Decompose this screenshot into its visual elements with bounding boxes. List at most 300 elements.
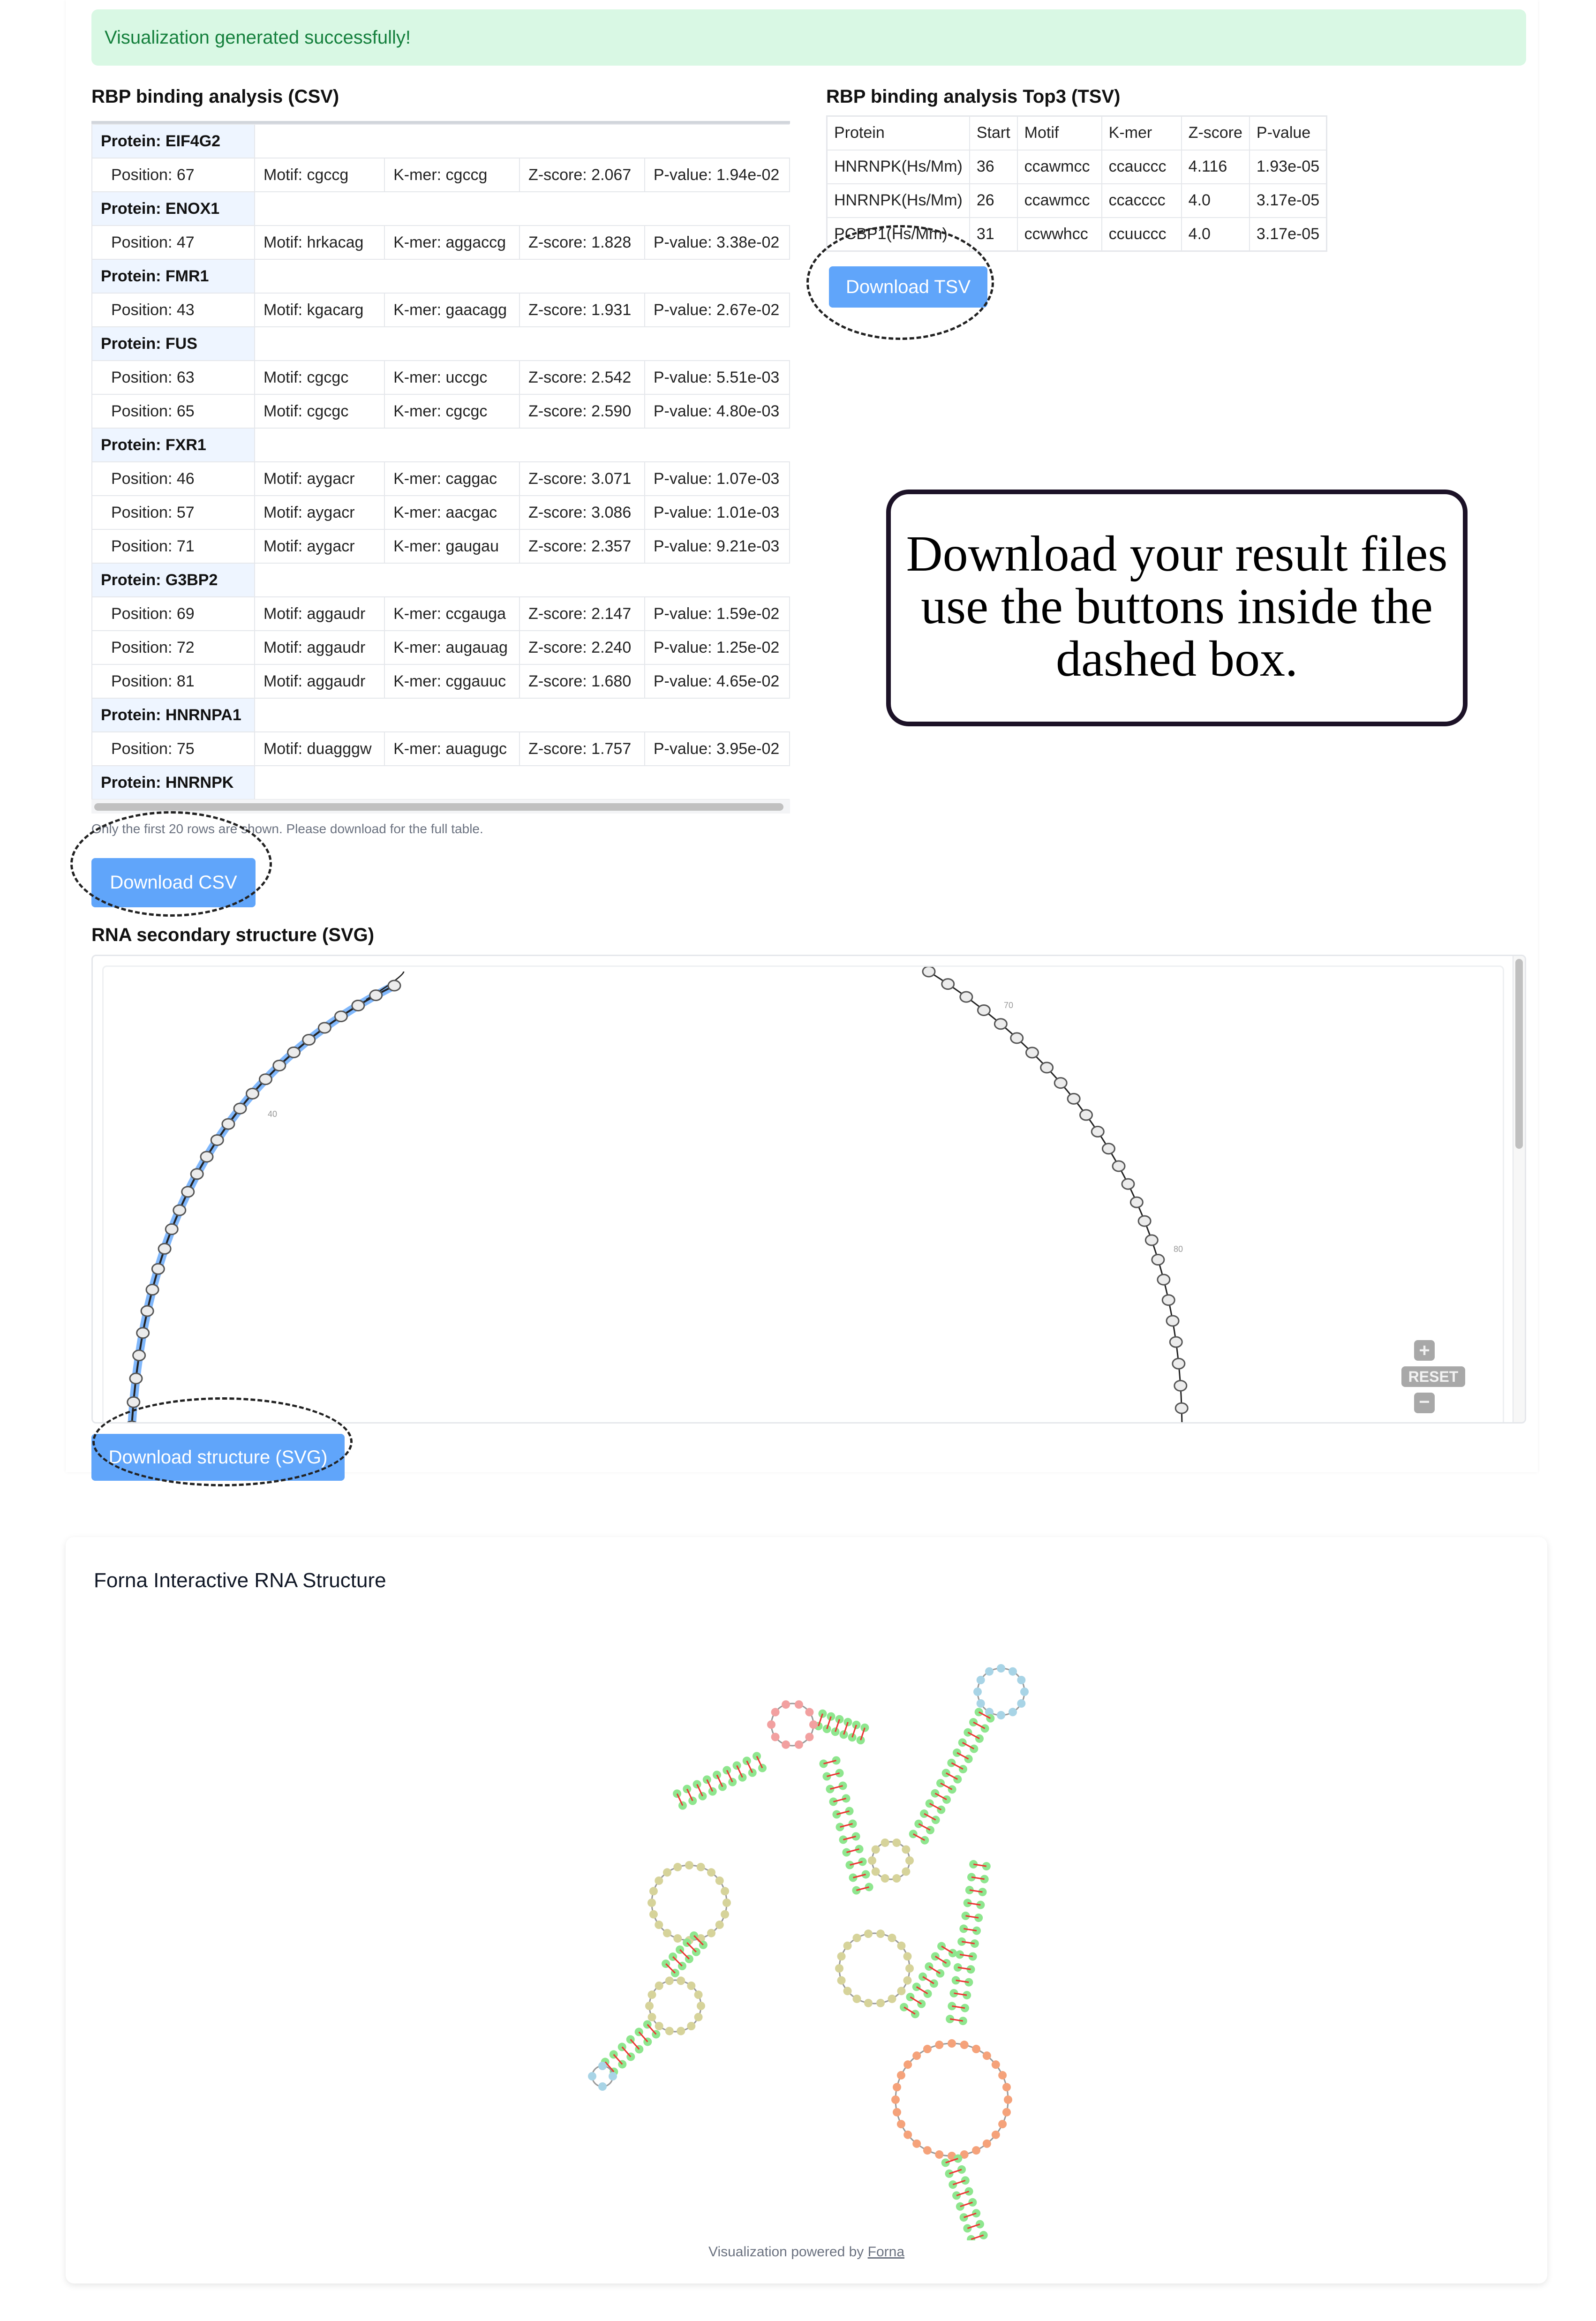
tsv-table (826, 115, 1327, 252)
nucleotide-bead (1162, 1295, 1174, 1305)
nucleotide (958, 1738, 967, 1747)
nucleotide (972, 2045, 980, 2053)
nucleotide (853, 1995, 861, 2003)
nucleotide (893, 2108, 901, 2117)
nucleotide (767, 1720, 775, 1729)
protein-group-row (92, 259, 790, 293)
position-cell: Position: 46 (92, 462, 255, 496)
protein-name: Protein: ENOX1 (92, 192, 255, 226)
nucleotide (609, 2072, 617, 2080)
nucleotide (864, 1929, 873, 1938)
kmer-cell: K-mer: caggac (384, 462, 519, 496)
nucleotide-bead (318, 1023, 331, 1033)
table-cell: 4.116 (1182, 150, 1250, 184)
nucleotide (864, 1999, 873, 2007)
nucleotide (903, 2131, 912, 2139)
rna-structure-svg (104, 967, 1504, 1424)
nucleotide (713, 1771, 721, 1779)
nucleotide (771, 1708, 780, 1717)
protein-name: Protein: FUS (92, 327, 255, 361)
nucleotide-bead (259, 1074, 271, 1085)
forna-panel (66, 1537, 1547, 2283)
table-cell: ccauccc (1102, 150, 1182, 184)
z-cell: Z-score: 1.757 (519, 732, 645, 766)
nucleotide (914, 1820, 923, 1828)
nucleotide (743, 1756, 751, 1765)
kmer-cell: K-mer: cgccg (384, 158, 519, 192)
table-row (827, 184, 1327, 218)
z-cell: Z-score: 1.931 (519, 293, 645, 327)
column-header: P-value (1250, 116, 1327, 150)
nucleotide-bead (152, 1264, 164, 1274)
table-cell: 4.0 (1182, 184, 1250, 218)
nucleotide-bead (1138, 1216, 1151, 1226)
z-cell: Z-score: 2.240 (519, 631, 645, 664)
nucleotide (733, 1761, 741, 1770)
kmer-cell: K-mer: ccgauga (384, 597, 519, 631)
nucleotide (795, 1700, 803, 1709)
nucleotide-bead (273, 1060, 286, 1070)
nucleotide-bead (942, 979, 954, 989)
group-filler (255, 327, 790, 361)
nucleotide (920, 1836, 929, 1845)
nucleotide (647, 1990, 656, 1999)
p-cell: P-value: 2.67e-02 (645, 293, 790, 327)
protein-name: Protein: G3BP2 (92, 563, 255, 597)
nucleotide (903, 1952, 911, 1960)
nucleotide (956, 2202, 964, 2211)
table-row (92, 631, 790, 664)
nucleotide-bead (1041, 1063, 1053, 1073)
protein-group-row (92, 192, 790, 226)
nucleotide (1002, 2083, 1011, 2091)
column-header: Protein (827, 116, 970, 150)
nucleotide (897, 1942, 905, 1950)
nucleotide (992, 2131, 1000, 2139)
nucleotide (902, 1868, 910, 1876)
table-row (827, 218, 1327, 251)
p-cell: P-value: 3.38e-02 (645, 226, 790, 259)
nucleotide (1020, 1688, 1029, 1696)
nucleotide (758, 1764, 767, 1772)
kmer-cell: K-mer: auagugc (384, 732, 519, 766)
instruction-callout: Download your result files use the buttons inside the dashed box. (886, 490, 1468, 726)
kmer-cell: K-mer: aacgac (384, 496, 519, 529)
protein-group-row (92, 563, 790, 597)
nucleotide-bead (137, 1328, 149, 1338)
nucleotide-bead (234, 1103, 246, 1114)
p-cell: P-value: 1.94e-02 (645, 158, 790, 192)
table-row (92, 529, 790, 563)
nucleotide-bead (1175, 1403, 1188, 1413)
svg-canvas[interactable] (102, 965, 1504, 1424)
position-cell: Position: 43 (92, 293, 255, 327)
nucleotide-bead (923, 967, 935, 977)
protein-name: Protein: HNRNPK (92, 766, 255, 799)
protein-group-row (92, 766, 790, 799)
nucleotide (923, 2146, 932, 2155)
nucleotide (715, 1921, 724, 1929)
nucleotide (843, 1942, 852, 1950)
z-cell: Z-score: 1.680 (519, 664, 645, 698)
nucleotide (655, 1921, 663, 1929)
nucleotide (888, 1934, 896, 1942)
p-cell: P-value: 4.65e-02 (645, 664, 790, 698)
kmer-cell: K-mer: cggauuc (384, 664, 519, 698)
nucleotide (948, 2039, 956, 2048)
position-cell: Position: 72 (92, 631, 255, 664)
group-filler (255, 766, 790, 799)
table-cell: 36 (970, 150, 1017, 184)
csv-horizontal-scrollbar[interactable] (91, 799, 790, 814)
nucleotide (721, 1887, 729, 1895)
table-cell: HNRNPK(Hs/Mm) (827, 184, 970, 218)
nucleotide-bead (388, 980, 400, 991)
nucleotide-bead (141, 1306, 153, 1316)
nucleotide (948, 1785, 956, 1794)
z-cell: Z-score: 2.147 (519, 597, 645, 631)
motif-cell: Motif: aygacr (255, 462, 384, 496)
nucleotide-bead (1174, 1380, 1187, 1391)
protein-name: Protein: HNRNPA1 (92, 698, 255, 732)
nucleotide (942, 1769, 950, 1777)
forna-link[interactable]: Forna (867, 2244, 905, 2260)
nucleotide-bead (146, 1285, 158, 1295)
nucleotide (721, 1910, 729, 1919)
scrollbar-thumb[interactable] (94, 803, 783, 811)
group-filler (255, 698, 790, 732)
nucleotide (970, 1745, 978, 1753)
nucleotide (1004, 2095, 1012, 2104)
p-cell: P-value: 3.95e-02 (645, 732, 790, 766)
nucleotide-bead (1130, 1197, 1143, 1207)
nucleotide-bead (1092, 1126, 1104, 1137)
nucleotide (931, 1789, 939, 1798)
truncation-note: Only the first 20 rows are shown. Please download for the full table. (91, 821, 483, 836)
zoom-out-button[interactable]: − (1414, 1393, 1435, 1413)
z-cell: Z-score: 3.086 (519, 496, 645, 529)
nucleotide (697, 2002, 705, 2010)
download-tsv-button[interactable]: Download TSV (829, 266, 987, 308)
nucleotide (979, 2231, 988, 2239)
z-cell: Z-score: 2.590 (519, 394, 645, 428)
column-header: Motif (1017, 116, 1102, 150)
motif-cell: Motif: kgacarg (255, 293, 384, 327)
protein-group-row (92, 428, 790, 462)
nucleotide (972, 2146, 980, 2155)
kmer-cell: K-mer: gaugau (384, 529, 519, 563)
column-header: Z-score (1182, 116, 1250, 150)
protein-group-row (92, 698, 790, 732)
table-cell: 4.0 (1182, 218, 1250, 251)
scrollbar-thumb[interactable] (1515, 959, 1523, 1149)
table-row (92, 462, 790, 496)
nucleotide (905, 1964, 914, 1973)
nucleotide (805, 1733, 813, 1741)
nucleotide (973, 1688, 982, 1696)
structure-label-40: 40 (268, 1109, 278, 1119)
table-cell: ccuuccc (1102, 218, 1182, 251)
group-filler (255, 428, 790, 462)
nucleotide-bead (1102, 1144, 1114, 1154)
nucleotide (930, 1979, 938, 1988)
nucleotide (912, 1982, 921, 1991)
nucleotide (937, 1942, 946, 1951)
nucleotide (986, 1714, 994, 1723)
nucleotide-bead (994, 1019, 1007, 1029)
nucleotide (881, 1839, 889, 1847)
nucleotide (673, 1863, 682, 1871)
structure-label-70: 70 (1004, 1001, 1014, 1010)
nucleotide-bead (201, 1152, 213, 1162)
nucleotide (673, 1934, 682, 1943)
nucleotide (588, 2072, 596, 2080)
nucleotide (1017, 1699, 1025, 1708)
nucleotide (1009, 1667, 1017, 1676)
kmer-cell: K-mer: gaacagg (384, 293, 519, 327)
nucleotide (665, 2027, 674, 2035)
csv-table-container[interactable] (91, 121, 790, 815)
position-cell: Position: 63 (92, 361, 255, 394)
table-row (92, 597, 790, 631)
nucleotide-bead (1158, 1274, 1170, 1285)
motif-cell: Motif: aggaudr (255, 631, 384, 664)
nucleotide (905, 1856, 914, 1865)
nucleotide (598, 2082, 607, 2091)
nucleotide (902, 1845, 910, 1854)
nucleotide (960, 2041, 969, 2049)
nucleotide (872, 1868, 880, 1876)
position-cell: Position: 65 (92, 394, 255, 428)
position-cell: Position: 57 (92, 496, 255, 529)
nucleotide (932, 1816, 940, 1824)
nucleotide (903, 1976, 911, 1985)
nucleotide (723, 1899, 731, 1907)
z-cell: Z-score: 3.071 (519, 462, 645, 496)
nucleotide (835, 1964, 843, 1973)
nucleotide (892, 1839, 901, 1847)
nucleotide (1017, 1676, 1025, 1684)
forna-rna-graph[interactable] (66, 1537, 1547, 2240)
p-cell: P-value: 4.80e-03 (645, 394, 790, 428)
nucleotide (876, 1929, 885, 1938)
tsv-header-row (827, 116, 1327, 150)
nucleotide-bead (960, 992, 972, 1002)
nucleotide (983, 2051, 991, 2060)
nucleotide (945, 2170, 953, 2178)
nucleotide (912, 2140, 921, 2148)
nucleotide (649, 1910, 658, 1919)
nucleotide (809, 1720, 818, 1729)
position-cell: Position: 81 (92, 664, 255, 698)
nucleotide-bead (1026, 1047, 1038, 1058)
column-header: K-mer (1102, 116, 1182, 150)
column-header: Start (970, 116, 1017, 150)
nucleotide-bead (1167, 1316, 1179, 1326)
nucleotide (909, 1830, 918, 1838)
nucleotide-bead (182, 1187, 194, 1197)
table-cell: 26 (970, 184, 1017, 218)
nucleotide (853, 1934, 861, 1942)
download-csv-button[interactable]: Download CSV (91, 858, 256, 907)
nucleotide-bead (1173, 1358, 1185, 1369)
nucleotide-bead (1170, 1337, 1182, 1347)
table-cell: HNRNPK(Hs/Mm) (827, 150, 970, 184)
nucleotide (897, 2071, 905, 2080)
nucleotide (805, 1708, 813, 1717)
p-cell: P-value: 5.51e-03 (645, 361, 790, 394)
protein-name: Protein: FXR1 (92, 428, 255, 462)
nucleotide (998, 2120, 1007, 2128)
nucleotide-bead (370, 990, 382, 1001)
nucleotide-bead (1152, 1255, 1164, 1265)
table-row (827, 150, 1327, 184)
zoom-in-button[interactable]: + (1414, 1340, 1435, 1361)
nucleotide (897, 1987, 905, 1995)
nucleotide (598, 2062, 607, 2070)
nucleotide-bead (158, 1243, 171, 1254)
table-cell: ccacccc (1102, 184, 1182, 218)
nucleotide-bead (1145, 1235, 1158, 1245)
reset-view-button[interactable]: RESET (1401, 1366, 1465, 1387)
group-filler (255, 192, 790, 226)
nucleotide (937, 1806, 945, 1814)
structure-label-80: 80 (1174, 1244, 1183, 1254)
kmer-cell: K-mer: cgcgc (384, 394, 519, 428)
nucleotide (992, 2060, 1000, 2069)
nucleotide (972, 2209, 980, 2217)
protein-name: Protein: FMR1 (92, 259, 255, 293)
forna-footer: Visualization powered by Forna (708, 2244, 905, 2260)
position-cell: Position: 47 (92, 226, 255, 259)
motif-cell: Motif: aygacr (255, 496, 384, 529)
table-row (92, 732, 790, 766)
nucleotide (694, 2013, 703, 2021)
nucleotide-bead (1068, 1093, 1080, 1104)
nucleotide (707, 1929, 715, 1937)
csv-section-title: RBP binding analysis (CSV) (91, 86, 339, 107)
tsv-section-title: RBP binding analysis Top3 (TSV) (826, 86, 1121, 107)
nucleotide (868, 1856, 876, 1865)
nucleotide (795, 1741, 803, 1749)
nucleotide-bead (166, 1224, 178, 1235)
nucleotide (687, 1982, 695, 1990)
nucleotide (977, 1676, 985, 1684)
nucleotide-bead (130, 1373, 142, 1384)
nucleotide (977, 1699, 985, 1708)
nucleotide (843, 1987, 852, 1995)
nucleotide (881, 1874, 889, 1883)
table-cell: PCBP1(Hs/Mm) (827, 218, 970, 251)
nucleotide (935, 2150, 943, 2159)
table-cell: 3.17e-05 (1250, 218, 1327, 251)
nucleotide (998, 2071, 1007, 2080)
position-cell: Position: 67 (92, 158, 255, 192)
z-cell: Z-score: 1.828 (519, 226, 645, 259)
nucleotide (697, 1863, 705, 1871)
nucleotide (912, 2051, 921, 2060)
nucleotide-bead (191, 1169, 203, 1179)
nucleotide-bead (222, 1119, 234, 1129)
table-cell: ccawmcc (1017, 150, 1102, 184)
nucleotide (891, 2095, 900, 2104)
motif-cell: Motif: cgcgc (255, 361, 384, 394)
nucleotide (983, 2140, 991, 2148)
svg-vertical-scrollbar[interactable] (1513, 956, 1525, 1424)
z-cell: Z-score: 2.357 (519, 529, 645, 563)
nucleotide (677, 2027, 685, 2035)
nucleotide (655, 1982, 663, 1990)
nucleotide (918, 1973, 927, 1981)
download-svg-button[interactable]: Download structure (SVG) (91, 1434, 345, 1481)
protein-name: Protein: EIF4G2 (92, 124, 255, 158)
nucleotide (892, 1874, 901, 1883)
motif-cell: Motif: cgccg (255, 158, 384, 192)
nucleotide (694, 1990, 703, 1999)
nucleotide (926, 1799, 934, 1808)
motif-cell: Motif: hrkacag (255, 226, 384, 259)
nucleotide (964, 1755, 973, 1763)
nucleotide (997, 1664, 1005, 1673)
nucleotide (964, 1728, 972, 1737)
protein-group-row (92, 124, 790, 158)
nucleotide-bead (288, 1047, 300, 1057)
nucleotide (663, 1929, 671, 1937)
nucleotide (748, 1769, 757, 1777)
table-row (92, 496, 790, 529)
nucleotide (753, 1752, 761, 1760)
table-row (92, 226, 790, 259)
table-row (92, 293, 790, 327)
nucleotide (649, 1887, 658, 1895)
motif-cell: Motif: aggaudr (255, 597, 384, 631)
nucleotide (935, 2041, 943, 2049)
position-cell: Position: 69 (92, 597, 255, 631)
p-cell: P-value: 1.25e-02 (645, 631, 790, 664)
forna-title: Forna Interactive RNA Structure (94, 1569, 386, 1592)
nucleotide-bead (1113, 1161, 1125, 1171)
nucleotide (947, 1759, 956, 1767)
z-cell: Z-score: 2.067 (519, 158, 645, 192)
nucleotide (715, 1876, 724, 1885)
nucleotide (687, 2022, 695, 2030)
table-cell: 3.17e-05 (1250, 184, 1327, 218)
nucleotide (663, 1868, 671, 1876)
nucleotide-bead (1011, 1033, 1023, 1043)
table-cell: 31 (970, 218, 1017, 251)
motif-cell: Motif: duagggw (255, 732, 384, 766)
nucleotide (677, 1976, 685, 1985)
nucleotide (647, 2013, 656, 2021)
nucleotide-bead (1080, 1110, 1092, 1120)
nucleotide (782, 1741, 790, 1749)
svg-viewer[interactable] (91, 955, 1526, 1424)
nucleotide (707, 1868, 715, 1876)
nucleotide (685, 1861, 693, 1869)
nucleotide (903, 2060, 912, 2069)
nucleotide (771, 1733, 780, 1741)
position-cell: Position: 75 (92, 732, 255, 766)
nucleotide (975, 1708, 983, 1716)
nucleotide (997, 1711, 1005, 1719)
nucleotide-bead (211, 1135, 223, 1145)
group-filler (255, 124, 790, 158)
nucleotide-bead (128, 1397, 140, 1407)
nucleotide (655, 1876, 663, 1885)
p-cell: P-value: 1.07e-03 (645, 462, 790, 496)
group-filler (255, 563, 790, 597)
nucleotide (888, 1995, 896, 2003)
